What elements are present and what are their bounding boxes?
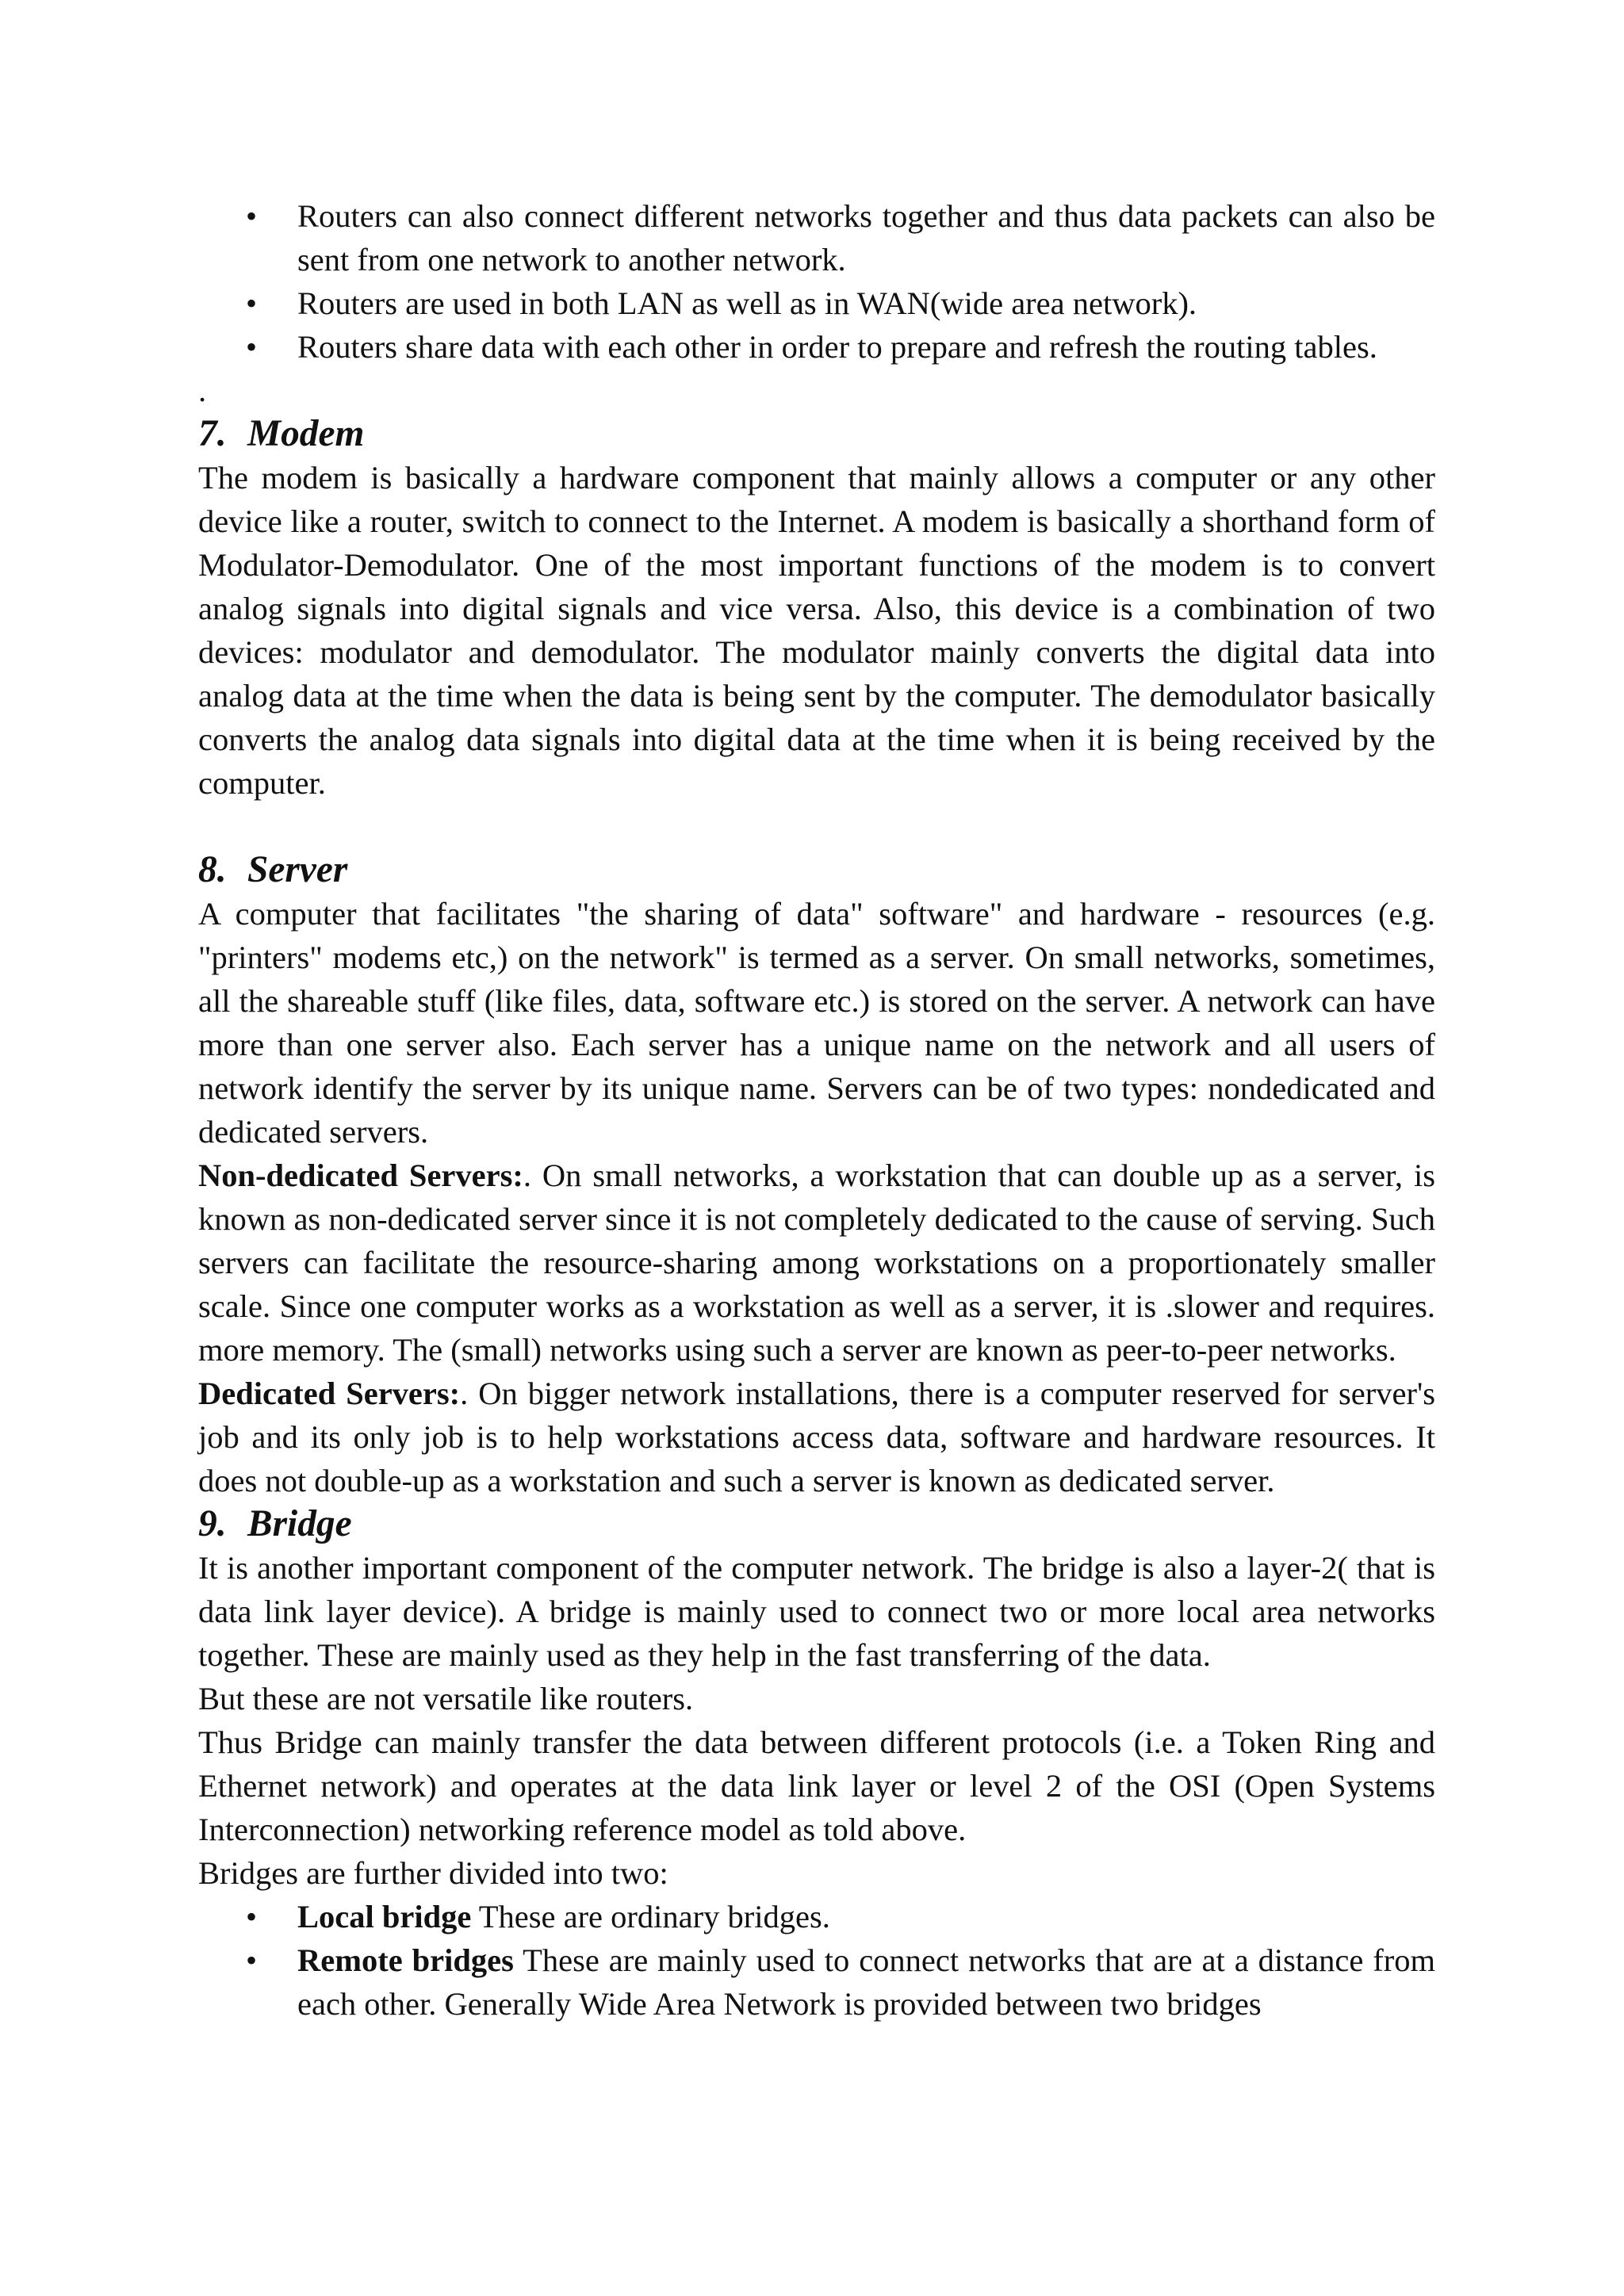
- term-text: These are mainly used to connect networks that are at a distance from each other. Generally Wide Area Network is provided between two bridges: [297, 1942, 1436, 2022]
- server-heading: [198, 848, 1435, 892]
- term-text: . On bigger network installations, there is a computer reserved for server's job and its only job is to help workstations access data, software and hardware resources. It does not double-up as a workstation and such a server is known as dedicated server.: [198, 1376, 1435, 1498]
- bridge-paragraph: Thus Bridge can mainly transfer the data between different protocols (i.e. a Token Ring and Ethernet network) and operates at the data link layer or level 2 of the OSI (Open Systems Interconnection) networking reference model as told above.: [198, 1724, 1435, 1847]
- router-bullet-list: [198, 194, 1435, 369]
- term-text: These are ordinary bridges.: [471, 1899, 830, 1934]
- section-gap: [198, 805, 1435, 848]
- bridge-paragraph: Bridges are further divided into two:: [198, 1855, 668, 1891]
- stray-dot: .: [198, 373, 207, 408]
- bridge-paragraph: But these are not versatile like routers.: [198, 1681, 694, 1716]
- term-label: Non-dedicated Servers:: [198, 1158, 523, 1193]
- non-dedicated-servers-paragraph: [198, 1154, 1435, 1372]
- section-title: Bridge: [247, 1503, 352, 1544]
- document-page: [198, 194, 1435, 2026]
- term-label: Local bridge: [297, 1899, 472, 1934]
- list-item: • Routers share data with each other in order to prepare and refresh the routing tables.: [198, 325, 1435, 369]
- bridge-paragraph: It is another important component of the computer network. The bridge is also a layer-2( that is data link layer device). A bridge is mainly used to connect two or more local area networks together. These are mainly used as they help in the fast transferring of the data.: [198, 1550, 1435, 1673]
- section-title: Modem: [247, 413, 365, 454]
- term-label: Remote bridges: [297, 1942, 514, 1978]
- term-label: Dedicated Servers:: [198, 1376, 461, 1411]
- modem-heading: [198, 412, 1435, 456]
- bridge-types-list: [198, 1895, 1435, 2026]
- list-item: • Routers can also connect different networks together and thus data packets can also be sent from one network to another network.: [198, 194, 1435, 281]
- server-paragraph: A computer that facilitates "the sharing of data" software" and hardware - resources (e.g. "printers" modems etc,) on the network" is termed as a server. On small networks, sometimes, all the shareable stuff (like files, data, software etc.) is stored on the server. A network can have more than one server also. Each server has a unique name on the network and all users of network identify the server by its unique name. Servers can be of two types: nondedicated and dedicated servers.: [198, 896, 1435, 1150]
- section-number: 9.: [198, 1503, 227, 1544]
- list-item: • Routers are used in both LAN as well as in WAN(wide area network).: [198, 281, 1435, 325]
- section-title: Server: [247, 849, 348, 890]
- list-item: [198, 1895, 1435, 1938]
- bridge-heading: [198, 1502, 1435, 1546]
- section-number: 8.: [198, 849, 227, 890]
- term-text: . On small networks, a workstation that can double up as a server, is known as non-dedicated server since it is not completely dedicated to the cause of serving. Such servers can facilitate the resource-sharing among workstations on a proportionately smaller scale. Since one computer works as a workstation as well as a server, it is .slower and requires. more memory. The (small) networks using such a server are known as peer-to-peer networks.: [198, 1158, 1435, 1368]
- list-item: [198, 1938, 1435, 2026]
- dedicated-servers-paragraph: [198, 1372, 1435, 1502]
- section-number: 7.: [198, 413, 227, 454]
- modem-paragraph: The modem is basically a hardware component that mainly allows a computer or any other device like a router, switch to connect to the Internet. A modem is basically a shorthand form of Modulator-Demodulator. One of the most important functions of the modem is to convert analog signals into digital signals and vice versa. Also, this device is a combination of two devices: modulator and demodulator. The modulator mainly converts the digital data into analog data at the time when the data is being sent by the computer. The demodulator basically converts the analog data signals into digital data at the time when it is being received by the computer.: [198, 460, 1435, 801]
